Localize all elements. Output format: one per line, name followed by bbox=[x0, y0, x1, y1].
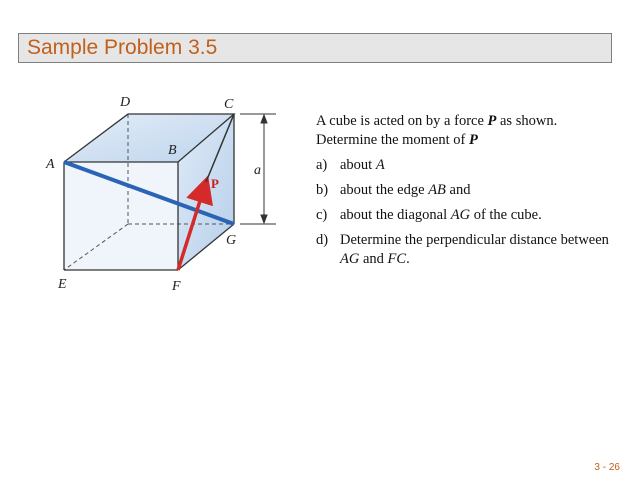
page-number: 3 - 26 bbox=[594, 462, 620, 473]
item-text bbox=[340, 231, 616, 269]
item-text bbox=[340, 156, 616, 175]
text-run: about the diagonal bbox=[340, 207, 451, 223]
text-run: AG bbox=[340, 251, 360, 267]
text-run: as shown. Determine the moment of bbox=[316, 113, 558, 148]
problem-item bbox=[316, 156, 616, 175]
text-run: of the cube. bbox=[470, 207, 542, 223]
title-bar bbox=[18, 33, 612, 63]
text-run: Determine the perpendicular distance between bbox=[340, 232, 609, 248]
vertex-label-g: G bbox=[226, 233, 237, 248]
problem-item bbox=[316, 181, 616, 200]
text-run: about the edge bbox=[340, 182, 429, 198]
text-run: P bbox=[487, 113, 497, 129]
item-letter: b) bbox=[316, 182, 329, 198]
item-text bbox=[340, 181, 616, 200]
text-run: P bbox=[469, 132, 478, 148]
text-run: . bbox=[406, 251, 410, 267]
item-letter: a) bbox=[316, 157, 328, 173]
text-run: and bbox=[445, 182, 471, 198]
text-run: A cube is acted on by a force bbox=[316, 113, 488, 129]
text-run: FC bbox=[387, 251, 407, 267]
item-letter: c) bbox=[316, 207, 328, 223]
cube-front-face bbox=[64, 162, 178, 270]
item-letter: d) bbox=[316, 232, 329, 248]
vertex-label-c: C bbox=[224, 97, 234, 112]
force-label-p: P bbox=[211, 176, 219, 191]
problem-items bbox=[316, 156, 616, 269]
item-text bbox=[340, 206, 616, 225]
slide-title: Sample Problem 3.5 bbox=[27, 36, 218, 59]
vertex-label-b: B bbox=[168, 143, 177, 158]
vertex-label-e: E bbox=[58, 277, 67, 292]
text-run: and bbox=[359, 251, 388, 267]
text-run: AB bbox=[428, 182, 446, 198]
side-label-a: a bbox=[254, 163, 261, 178]
problem-statement bbox=[316, 112, 616, 150]
text-run: about bbox=[340, 157, 376, 173]
text-run: AG bbox=[450, 207, 471, 223]
problem-text bbox=[316, 112, 616, 275]
cube-figure bbox=[40, 88, 280, 298]
text-run: A bbox=[375, 157, 385, 173]
vertex-label-f: F bbox=[172, 279, 181, 294]
vertex-label-a: A bbox=[46, 157, 55, 172]
vertex-label-d: D bbox=[120, 95, 131, 110]
problem-item bbox=[316, 206, 616, 225]
problem-item bbox=[316, 231, 616, 269]
